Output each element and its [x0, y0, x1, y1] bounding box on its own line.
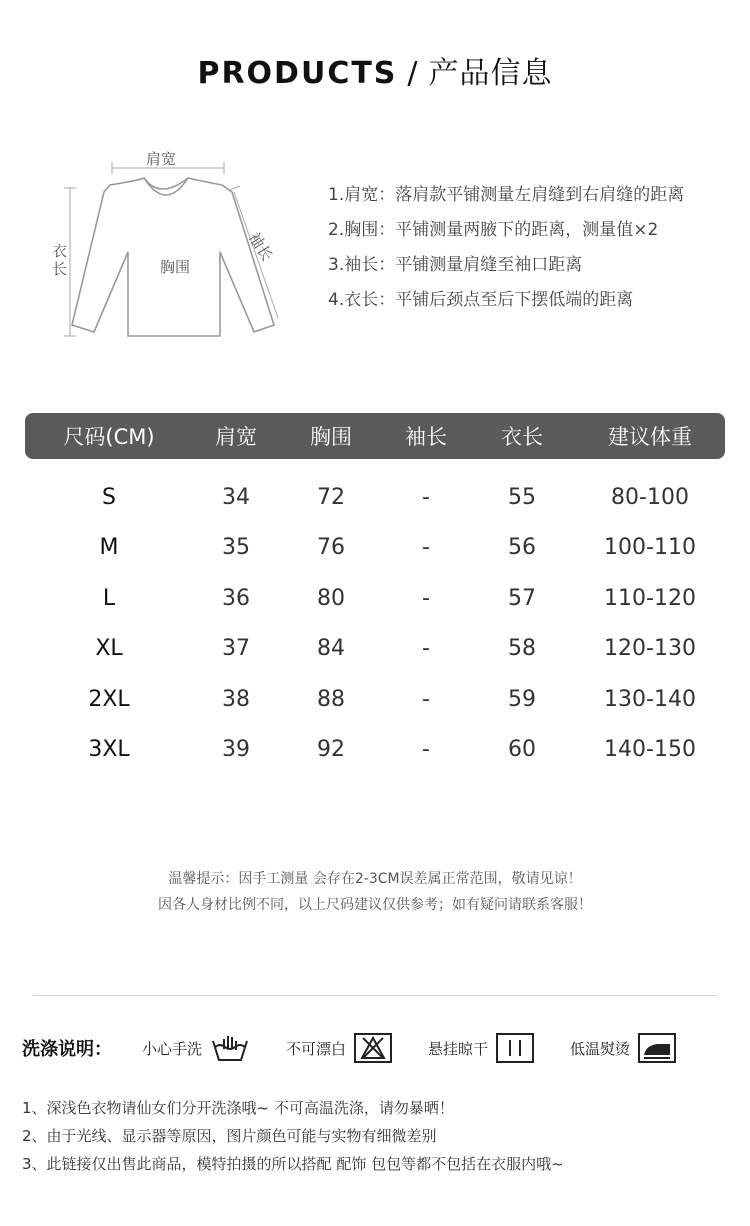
shoulder-cell: 39	[222, 737, 250, 763]
divider	[33, 995, 717, 996]
wash-instructions	[22, 1028, 732, 1068]
wash-item-hang-dry	[428, 1033, 534, 1063]
length-cell: 56	[508, 535, 536, 561]
header-sleeve: 袖长	[405, 425, 447, 449]
wash-item-label: 悬挂晾干	[428, 1039, 489, 1058]
footnotes	[22, 1094, 564, 1178]
size-cell: S	[102, 484, 116, 510]
chest-cell: 72	[317, 484, 345, 510]
hang-dry-icon	[496, 1033, 534, 1063]
table-row	[25, 523, 725, 574]
length-cell: 58	[508, 636, 536, 662]
title-cn: 产品信息	[428, 56, 553, 91]
title-en: PRODUCTS	[197, 56, 398, 91]
wash-item-low-iron	[570, 1033, 676, 1063]
wash-item-hand-wash	[142, 1033, 250, 1063]
shoulder-cell: 35	[222, 535, 250, 561]
shoulder-label: 肩宽	[146, 150, 177, 168]
header-size: 尺码(CM)	[63, 425, 155, 449]
chest-cell: 92	[317, 737, 345, 763]
measure-line: 4.衣长：平铺后颈点至后下摆低端的距离	[328, 290, 634, 310]
table-row	[25, 624, 725, 675]
shoulder-cell: 36	[222, 585, 250, 611]
title-separator: /	[407, 56, 419, 91]
weight-cell: 120-130	[604, 636, 696, 662]
measure-line: 2.胸围：平铺测量两腋下的距离，测量值×2	[328, 220, 659, 240]
size-note	[0, 866, 750, 918]
size-table-body	[25, 472, 725, 775]
wash-item-no-bleach	[286, 1033, 392, 1063]
length-cell: 59	[508, 686, 536, 712]
hand-wash-icon	[210, 1033, 250, 1063]
table-row	[25, 472, 725, 523]
wash-item-label: 不可漂白	[286, 1039, 347, 1058]
sleeve-cell: -	[422, 535, 430, 561]
size-cell: XL	[95, 636, 123, 662]
chest-cell: 88	[317, 686, 345, 712]
header-shoulder: 肩宽	[215, 425, 257, 449]
weight-cell: 100-110	[604, 535, 696, 561]
wash-item-label: 小心手洗	[142, 1039, 203, 1058]
weight-cell: 130-140	[604, 686, 696, 712]
garment-diagram	[40, 140, 300, 350]
length-label-bottom: 长	[52, 260, 68, 278]
shoulder-cell: 37	[222, 636, 250, 662]
size-cell: 2XL	[88, 686, 130, 712]
footnote-line: 3、此链接仅出售此商品，模特拍摄的所以搭配 配饰 包包等都不包括在衣服内哦~	[22, 1155, 564, 1173]
chest-cell: 84	[317, 636, 345, 662]
header-chest: 胸围	[310, 425, 352, 449]
size-cell: M	[99, 535, 119, 561]
weight-cell: 140-150	[604, 737, 696, 763]
sleeve-label: 袖长	[244, 229, 277, 265]
note-line: 因各人身材比例不同，以上尺码建议仅供参考；如有疑问请联系客服！	[158, 897, 592, 913]
page-title	[0, 48, 750, 92]
sleeve-cell: -	[422, 484, 430, 510]
header-length: 衣长	[501, 425, 543, 449]
wash-item-label: 低温熨烫	[570, 1039, 631, 1058]
wash-title: 洗涤说明：	[22, 1039, 112, 1060]
note-line: 温馨提示：因手工测量 会存在2-3CM误差属正常范围，敬请见谅！	[168, 871, 582, 887]
length-cell: 55	[508, 484, 536, 510]
footnote-line: 1、深浅色衣物请仙女们分开洗涤哦~ 不可高温洗涤，请勿暴晒！	[22, 1099, 454, 1117]
size-cell: L	[102, 585, 116, 611]
header-weight: 建议体重	[608, 425, 692, 449]
measure-line: 3.袖长：平铺测量肩缝至袖口距离	[328, 255, 583, 275]
sleeve-cell: -	[422, 737, 430, 763]
sleeve-cell: -	[422, 585, 430, 611]
footnote-line: 2、由于光线、显示器等原因，图片颜色可能与实物有细微差别	[22, 1127, 437, 1145]
low-iron-icon	[638, 1033, 676, 1063]
length-label-top: 衣	[52, 242, 68, 260]
chest-cell: 76	[317, 535, 345, 561]
measurement-notes	[328, 178, 684, 318]
length-cell: 60	[508, 737, 536, 763]
weight-cell: 80-100	[611, 484, 689, 510]
length-label	[52, 242, 68, 278]
shoulder-cell: 34	[222, 484, 250, 510]
table-row	[25, 674, 725, 725]
chest-label: 胸围	[160, 258, 191, 276]
size-table-header	[25, 413, 725, 459]
shoulder-cell: 38	[222, 686, 250, 712]
sleeve-cell: -	[422, 686, 430, 712]
table-row	[25, 573, 725, 624]
length-cell: 57	[508, 585, 536, 611]
chest-cell: 80	[317, 585, 345, 611]
sleeve-cell: -	[422, 636, 430, 662]
size-cell: 3XL	[88, 737, 130, 763]
table-row	[25, 725, 725, 776]
no-bleach-icon	[354, 1033, 392, 1063]
weight-cell: 110-120	[604, 585, 696, 611]
measure-line: 1.肩宽：落肩款平铺测量左肩缝到右肩缝的距离	[328, 185, 685, 205]
